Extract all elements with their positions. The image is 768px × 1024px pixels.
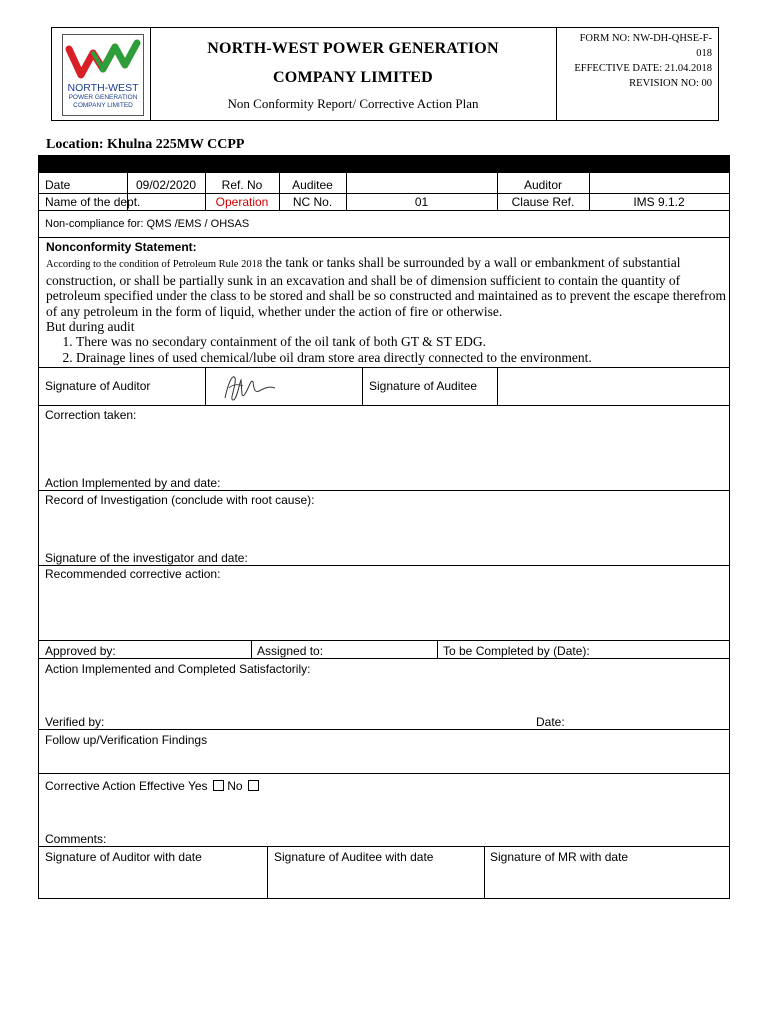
- rule: [484, 846, 485, 899]
- nonconformity-statement: [46, 240, 726, 365]
- rule: [39, 405, 729, 406]
- auditor-label: Auditor: [523, 178, 563, 192]
- clause-ref-label: Clause Ref.: [511, 195, 575, 209]
- effective-yes-checkbox[interactable]: [213, 780, 224, 791]
- dept-label: Name of the dept.: [45, 195, 141, 209]
- rule: [39, 237, 729, 238]
- correction-label: Correction taken:: [45, 408, 137, 422]
- rule: [251, 640, 252, 658]
- rule: [497, 367, 498, 405]
- location-label: Location: Khulna 225MW CCPP: [46, 137, 245, 152]
- auditor-signature-mark: [219, 370, 279, 404]
- document-header: [51, 27, 719, 121]
- effectiveness-row: [45, 779, 259, 793]
- rule: [39, 658, 729, 659]
- logo-cell: [52, 28, 151, 120]
- auditor-signature-label: Signature of Auditor: [45, 379, 151, 393]
- auditor-date-signature-label: Signature of Auditor with date: [45, 850, 202, 864]
- implemented-label: Action Implemented and Completed Satisfactorily:: [45, 662, 311, 676]
- investigator-signature-label: Signature of the investigator and date:: [45, 551, 248, 565]
- nc-report-form: [38, 155, 730, 899]
- rule: [39, 565, 729, 566]
- mr-date-signature-label: Signature of MR with date: [490, 850, 629, 864]
- followup-label: Follow up/Verification Findings: [45, 733, 208, 747]
- date-value[interactable]: 09/02/2020: [135, 178, 197, 192]
- company-name-line1: NORTH-WEST POWER GENERATION: [207, 40, 499, 57]
- statement-body: the tank or tanks shall be surrounded by a wall or embankment of substantial construction, or shall be partially sunk in an excavation and shall be of dimension sufficient to contain the quantity of petroleum specified under the class to be stored and shall be so constructed and maintained as to prevent the escape therefrom of any petroleum in the form of liquid, whether under the action of fire or otherwise.: [46, 255, 727, 319]
- finding-list: [46, 334, 726, 365]
- logo-text-line3: COMPANY LIMITED: [73, 102, 133, 109]
- rule: [39, 210, 729, 211]
- noncompliance-for: Non-compliance for: QMS /EMS / OHSAS: [45, 218, 250, 230]
- title-cell: [150, 28, 557, 120]
- effective-yes-label: Corrective Action Effective Yes: [45, 779, 208, 793]
- auditee-label: Auditee: [292, 178, 333, 192]
- investigation-label: Record of Investigation (conclude with root cause):: [45, 493, 315, 507]
- effective-date: EFFECTIVE DATE: 21.04.2018: [574, 63, 712, 74]
- form-number: [556, 28, 718, 91]
- finding-item: 1. There was no secondary containment of the oil tank of both GT & ST EDG.: [76, 334, 726, 349]
- report-subtitle: Non Conformity Report/ Corrective Action Plan: [227, 96, 479, 111]
- nc-no-label: NC No.: [292, 195, 333, 209]
- assigned-to-label: Assigned to:: [257, 644, 324, 658]
- rule: [362, 367, 363, 405]
- company-name-line2: COMPANY LIMITED: [273, 69, 433, 86]
- logo-text-line1: NORTH-WEST: [67, 82, 139, 94]
- rule: [39, 773, 729, 774]
- recommended-action-label: Recommended corrective action:: [45, 567, 221, 581]
- comments-label: Comments:: [45, 832, 107, 846]
- auditee-date-signature-label: Signature of Auditee with date: [274, 850, 434, 864]
- effective-no-checkbox[interactable]: [248, 780, 259, 791]
- action-implemented-label: Action Implemented by and date:: [45, 476, 221, 490]
- rule: [39, 846, 729, 847]
- ref-no-label: Ref. No: [221, 178, 263, 192]
- completion-date-label: To be Completed by (Date):: [443, 644, 590, 658]
- rule: [39, 729, 729, 730]
- date-label: Date: [45, 178, 71, 192]
- rule: [39, 367, 729, 368]
- rule: [267, 846, 268, 899]
- statement-heading: Nonconformity Statement:: [46, 240, 197, 254]
- rule: [205, 367, 206, 405]
- form-meta-cell: [556, 28, 718, 120]
- statement-lead: According to the condition of Petroleum Rule 2018: [46, 259, 263, 271]
- rule: [39, 490, 729, 491]
- form-number-a: FORM NO: NW-DH-QHSE-F-: [579, 33, 712, 44]
- rule: [39, 193, 729, 194]
- verified-by-label: Verified by:: [45, 715, 105, 729]
- dept-value[interactable]: Operation: [215, 195, 269, 209]
- logo-wave-icon: [63, 35, 143, 83]
- revision-number: REVISION NO: 00: [629, 78, 712, 89]
- nc-no-value[interactable]: 01: [414, 195, 429, 209]
- statement-but: But during audit: [46, 319, 135, 335]
- approved-by-label: Approved by:: [45, 644, 116, 658]
- verified-date-label: Date:: [536, 715, 565, 729]
- form-number-b: 018: [696, 48, 712, 59]
- effective-no-label: No: [227, 779, 243, 793]
- finding-item: 2. Drainage lines of used chemical/lube oil dram store area directly connected to the environment.: [76, 350, 726, 365]
- rule: [437, 640, 438, 658]
- company-logo: [62, 34, 144, 116]
- clause-ref-value[interactable]: IMS 9.1.2: [633, 195, 685, 209]
- logo-text-line2: POWER GENERATION: [68, 94, 138, 101]
- rule: [39, 640, 729, 641]
- auditee-signature-label: Signature of Auditee: [369, 379, 478, 393]
- header-bar: [39, 156, 729, 173]
